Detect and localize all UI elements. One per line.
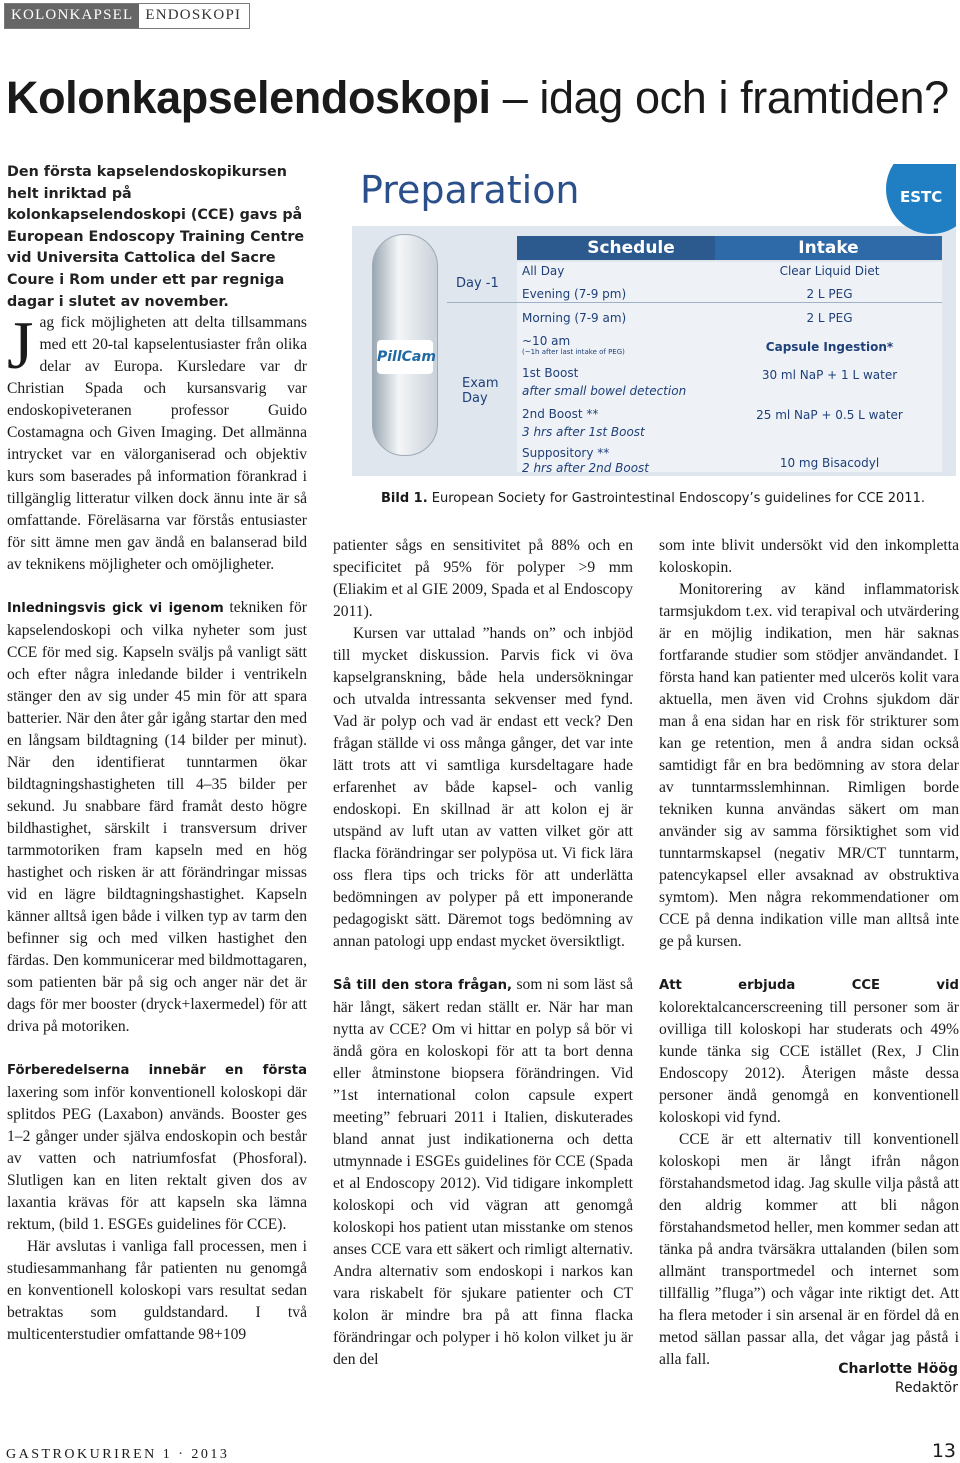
author-name: Charlotte Höög [838,1361,958,1377]
col1-paragraph-3: laxering som inför konventionell koloskopi där splitdos PEG (Laxabon) används. Booster ges 1–2 gånger under själva endoskopin och består av vatten och natriumfosfat (Phosforal). Slutligen kan en liten rektalt given dos av laxantia krävas för att kapseln ska lämna rektum, (bild 1. ESGEs guidelines för CCE). [7,1084,307,1233]
schedule-cell: Suppository ** [522,446,610,460]
col1-paragraph-4: Här avslutas i vanliga fall processen, men i studiesammanhang får patienten nu genomgå en konventionell koloskopi vars resultat sedan betraktas som guldstandard. I två multicenterstudier omfattande 98+109 [7,1238,307,1343]
intake-header: Intake [715,236,942,260]
col3-paragraph-1: som inte blivit undersökt vid den inkompletta koloskopin. [659,537,959,576]
page-number: 13 [931,1440,956,1462]
section-tab-primary: KOLONKAPSEL [5,4,139,28]
row-separator [447,302,942,303]
body-column-2 [333,535,633,1371]
schedule-note: 2 hrs after 2nd Boost [522,461,650,475]
intake-cell: 30 ml NaP + 1 L water [761,368,898,382]
figure-caption [381,491,925,506]
body-column-3 [659,535,959,1371]
intake-cell: Clear Liquid Diet [779,264,880,278]
schedule-note: (~1h after last intake of PEG) [522,348,625,356]
capsule-label: PillCam [377,340,433,374]
intake-cell: 2 L PEG [806,311,853,325]
col3-lead-3: Att erbjuda CCE vid [659,978,959,993]
schedule-cell: Evening (7-9 pm) [522,287,627,301]
col3-paragraph-2: Monitorering av känd inflammatorisk tarmsjukdom t.ex. vid terapival och utvärdering är en möjlig indikation, men här saknas fortfarande studier som stödjer användandet. I första hand kan patienter med ulcerös kolit vara aktuella, men även vid Crohns sjukdom där man å ena sidan har en risk för strikturer som kan ge retention, men å andra sidan också samtidigt får en bra bedömning av stora delar av tunntarmsslemhinnan. Rimligen borde tekniken kunna användas säkert om man använder sig av samma försiktighet som vid tunntarmskapsel (negativ MR/CT tunntarm, patencykapsel eller avsaknad av obstruktiva symtom). Men några rekommendationer om CCE på denna indikation ville man alltså inte ge på kursen. [659,581,959,950]
schedule-cell: 1st Boost [522,366,579,380]
capsule-image [372,234,438,456]
estc-logo: ESTC [886,164,956,234]
article-title-rest: – idag och i framtiden? [490,72,949,123]
col3-paragraph-4: CCE är ett alternativ till konventionell koloskopi men är långt ifrån någon förstahandsmetod idag. Jag skulle vilja påstå att den aldrig kommer att bli någon förstahandsmetod heller, men kommer sedan att tänka på andra tvärsäkra uttalanden (bilen som allmänt transportmedel och internet som tillfällig ”fluga”) och vågar inte riktigt det. Att ha flera metoder i sin arsenal är en fördel då en metod sällan passar alla, det vågar jag påstå i alla fall. [659,1131,959,1368]
dropcap: J [7,307,34,383]
col3-paragraph-3: kolorektalcancerscreening till personer som är ovilliga till koloskopi har studerats och 49% kunde tänka sig CCE istället (Rex, J Clin Endoscopy 2012). Återigen måste dessa personer ändå genomgå en konventionell koloskopi vid fynd. [659,999,959,1126]
table-row-exam-day: Exam Day [462,376,499,406]
body-column-1 [7,307,307,1346]
intake-cell: 25 ml NaP + 0.5 L water [756,408,903,422]
col1-lead-3: Förberedelserna innebär en första [7,1063,307,1078]
intake-cell: Capsule Ingestion* [765,340,894,354]
intake-cell: 2 L PEG [806,287,853,301]
author-role: Redaktör [894,1380,958,1396]
publication-footer: GASTROKURIREN 1 · 2013 [6,1447,230,1462]
schedule-cell: ~10 am [522,334,571,348]
col1-lead-2: Inledningsvis gick vi igenom [7,601,224,616]
author-signature [838,1360,958,1398]
figure-title: Preparation [360,168,580,212]
article-ingress: Den första kapselendoskopikursen helt inriktad på kolonkapselendoskopi (CCE) gavs på European Endoscopy Training Centre vid Universita Cattolica del Sacre Coure i Rom under ett par regniga dagar i slutet av november. [7,164,305,310]
figure-title-bar [352,164,956,226]
intake-cell: 10 mg Bisacodyl [779,456,880,470]
schedule-note: after small bowel detection [522,384,687,398]
col2-paragraph-2: Kursen var uttalad ”hands on” och inbjöd till mycket diskussion. Parvis fick vi öva kapselgranskning, både hela undersökningar och utvalda intressanta sekvenser med fynd. Vad är polyp och vad är endast ett veck? Den frågan ställde vi oss många gånger, det var inte lätt trots att vi samtliga kursdeltagare hade erfarenhet av både kapsel- och vanlig endoskopi. En skillnad är att kolon ej är utspänd av luft utan av vatten vilket gör att flacka förändringar ser polypösa ut. Vi fick lära oss flera tips och tricks för att underlätta bedömningen av polyper på ett imponerande pedagogiskt sätt. Däremot togs bedömning av annan patologi upp endast mycket översiktligt. [333,625,633,950]
table-row-day-1: Day -1 [456,276,499,291]
section-tab-secondary: ENDOSKOPI [139,4,249,28]
schedule-cell: All Day [522,264,565,278]
col2-paragraph-1: patienter sågs en sensitivitet på 88% och en specificitet på 95% för polyper >9 mm (Eliakim et al GIE 2009, Spada et al Endoscopy 2011). [333,537,633,620]
col2-paragraph-3: som ni som läst så här långt, säkert redan ställt er. När har man nytta av CCE? Om vi hittar en polyp så bör vi ändå göra en koloskopi för att ta bort denna eller åtminstone biopsera förändringen. Vid ”1st international colon capsule expert meeting” februari 2011 i Italien, diskuterades bland annat just indikationerna och detta utmynnade i ESGEs guidelines för CCE (Spada et al Endoscopy 2012). Vid tidigare inkomplett koloskopi och vid vägran att genomgå koloskopi hos patient utan misstanke om stenos anses CCE vara ett säkert och rimligt alternativ. Andra alternativ som endoskopi i narkos kan vara riskabelt för sjukare patienter och CT kolon är mindre bra på att finna flacka förändringar och polyper i hö kolon vilket ju är den del [333,976,633,1368]
schedule-cell: 2nd Boost ** [522,407,599,421]
col1-paragraph-2: tekniken för kapselendoskopi och vilka nyheter som just CCE för med sig. Kapseln sväljs på vanligt sätt och efter några inledande bilder i ventrikeln stänger den av sig under 45 min för att spara batterier. När den åter går igång startar den med en långsam bildtagning (14 bilder per minut). När den identifierat tunntarmen ökar bildtagningshastigheten till 4–35 bilder per sekund. Ju snabbare färd framåt desto högre bildhastighet, särskilt i transversum driver tarmmotoriken fram kapseln med en hög hastighet och risken är att förändringar missas vid en lägre bildtagningshastighet. Kapseln känner alltså igen både i vilken typ av tarm den befinner sig och med vilken hastighet den färdas. Den kommunicerar med bildmottagaren, som patienten bär på sig och anger när det är dags för mer booster (dryck+laxermedel) för att driva på motoriken. [7,599,307,1035]
article-title-bold: Kolonkapselendoskopi [6,72,491,123]
col1-paragraph-1: ag fick möjligheten att delta tillsammans med ett 20-tal kapselentusiaster från olika delar av Europa. Kursledare var dr Christian Spada och kursansvarig var endoskopiveteranen professor Guido Costamagna och Given Imaging. Det allmänna intrycket var en välorganiserad och objektiv kurs som baserades på information förankrad i tillgänglig litteratur vilken dock ännu inte är så omfattande. Föreläsarna var förstås entusiaster för sitt ämne men gav ändå en balanserad bild av teknikens möjligheter och omöjligheter. [7,314,307,573]
preparation-figure [352,164,956,476]
article-title [6,72,949,124]
schedule-note: 3 hrs after 1st Boost [522,425,645,439]
caption-label: Bild 1. [381,491,428,506]
section-header [4,3,250,29]
schedule-cell: Morning (7-9 am) [522,311,627,325]
caption-text: European Society for Gastrointestinal Endoscopy’s guidelines for CCE 2011. [427,491,925,506]
schedule-header: Schedule [517,236,745,260]
col2-lead-3: Så till den stora frågan, [333,978,513,993]
